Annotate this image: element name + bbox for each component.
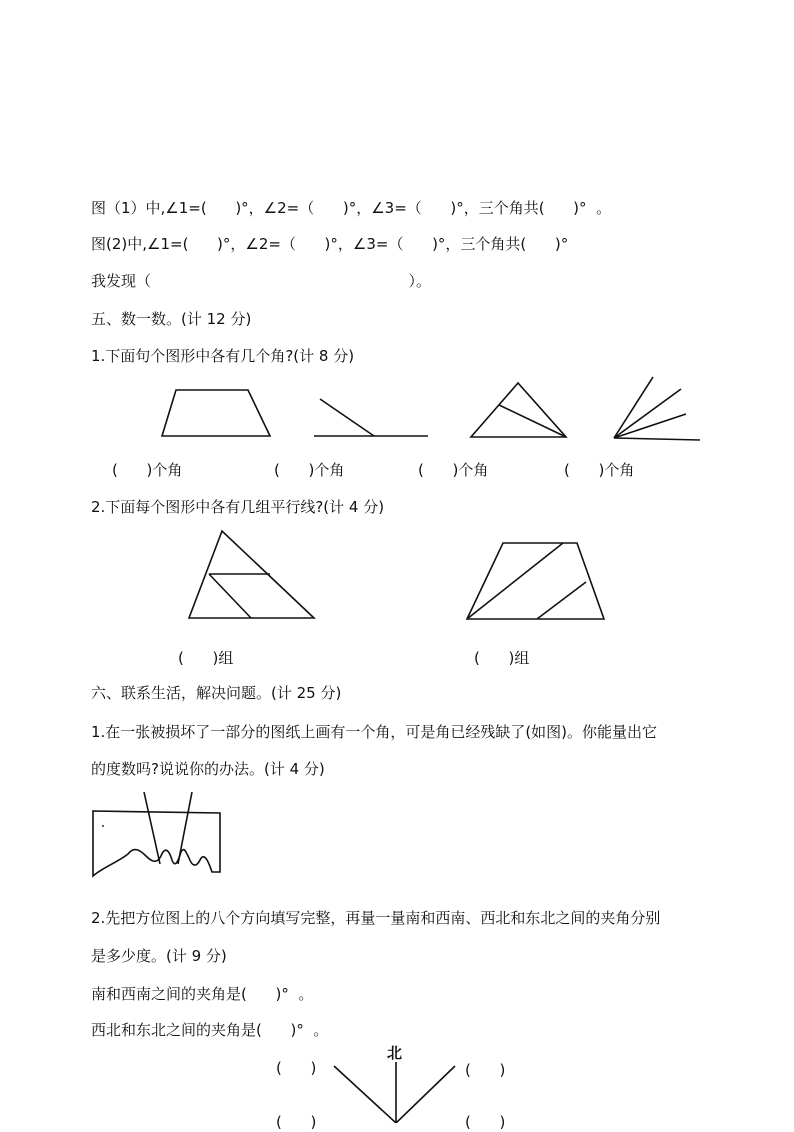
fan-rays-figure (614, 377, 700, 440)
angle-figure-one-ray (314, 399, 428, 436)
triangle-split-figure (471, 383, 566, 437)
trapezoid-figure (162, 390, 270, 436)
damaged-paper-figure (93, 792, 220, 876)
compass-north-label: 北 (387, 1044, 403, 1062)
section-six-heading: 六、联系生活，解决问题。(计 25 分) (91, 684, 342, 702)
problem-two-line-a: 2.先把方位图上的八个方向填写完整，再量一量南和西南、西北和东北之间的夹角分别 (91, 909, 661, 927)
problem-two-line-b: 是多少度。(计 9 分) (91, 947, 227, 965)
question-parallel-lines: 2.下面每个图形中各有几组平行线?(计 4 分) (91, 498, 385, 516)
answer-angle-triangle: ( )个角 (418, 461, 489, 479)
section-five-heading: 五、数一数。(计 12 分) (91, 310, 252, 328)
answer-angle-trapezoid: ( )个角 (112, 461, 183, 479)
answer-parallel-trapezoid: ( )组 (474, 649, 530, 667)
discovery-line: 我发现（ ）。 (91, 272, 431, 290)
compass-rose (334, 1062, 455, 1123)
answer-parallel-triangle: ( )组 (178, 649, 234, 667)
compass-northeast-blank: ( ) (465, 1061, 506, 1079)
problem-two-northwest-northeast: 西北和东北之间的夹角是( )° 。 (91, 1021, 329, 1039)
problem-one-line-a: 1.在一张被损坏了一部分的图纸上画有一个角，可是角已经残缺了(如图)。你能量出它 (91, 723, 658, 741)
parallel-trapezoid-figure (467, 543, 604, 619)
compass-west-blank: ( ) (276, 1113, 317, 1131)
compass-east-blank: ( ) (465, 1113, 506, 1131)
problem-one-line-b: 的度数吗?说说你的办法。(计 4 分) (91, 760, 325, 778)
parallel-triangle-figure (189, 531, 314, 618)
question-figure2-angles: 图(2)中,∠1=( )°，∠2=（ )°，∠3=（ )°，三个角共( )° (91, 235, 569, 253)
answer-angle-ray: ( )个角 (274, 461, 345, 479)
compass-northwest-blank: ( ) (276, 1059, 317, 1077)
problem-two-south-southwest: 南和西南之间的夹角是( )° 。 (91, 985, 314, 1003)
question-count-angles: 1.下面句个图形中各有几个角?(计 8 分) (91, 347, 355, 365)
answer-angle-fan: ( )个角 (564, 461, 635, 479)
question-figure1-angles: 图（1）中,∠1=( )°，∠2=（ )°，∠3=（ )°，三个角共( )° 。 (91, 199, 612, 217)
